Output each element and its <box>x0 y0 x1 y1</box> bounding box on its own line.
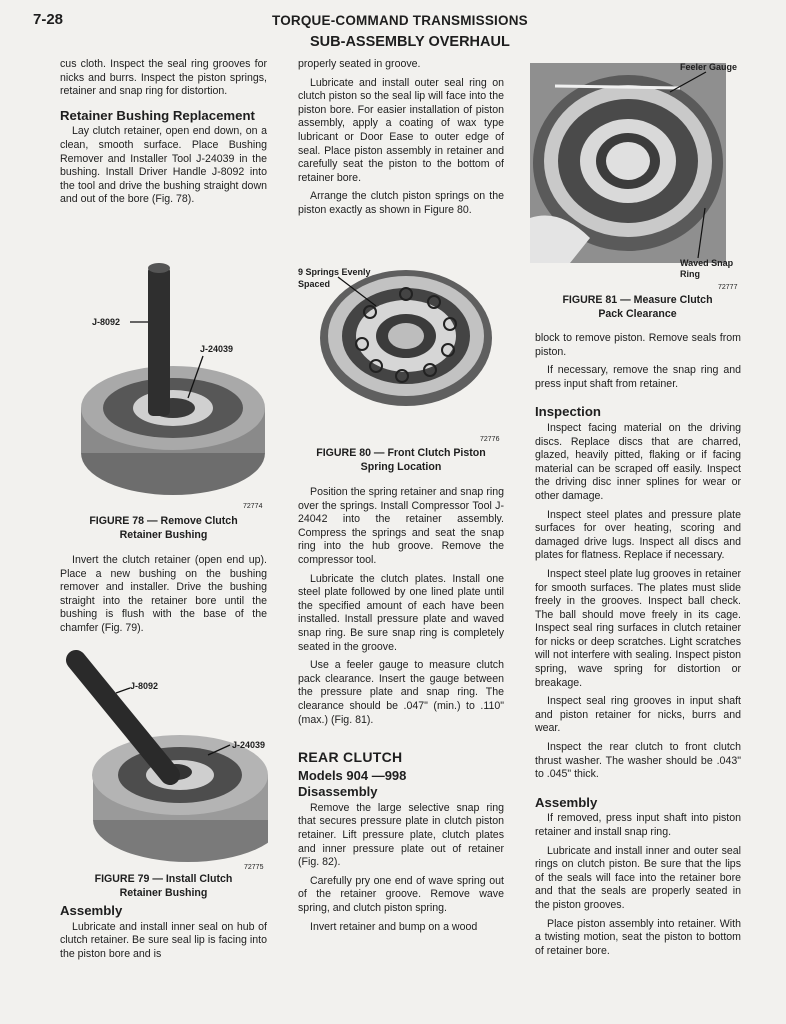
heading-disassembly: Disassembly <box>298 784 378 800</box>
paragraph: Inspect seal ring grooves in input shaft and piston retainer for nicks, burrs and wear. <box>535 695 741 735</box>
heading-assembly: Assembly <box>535 794 598 810</box>
column-1-top <box>60 58 267 212</box>
figure-81-image <box>530 58 740 286</box>
label-line: Spaced <box>298 279 331 289</box>
paragraph: properly seated in groove. <box>298 58 421 70</box>
paragraph: block to remove piston. Remove seals from piston. <box>535 332 741 358</box>
label-waved-snap-ring <box>680 258 733 280</box>
paragraph: Arrange the clutch piston springs on the piston exactly as shown in Figure 80. <box>298 190 504 216</box>
paragraph: Remove the large selective snap ring that secures pressure plate in clutch piston retainer. Lift pressure plate, clutch plates and inner pressure plate out of retainer (Fig. 82). <box>298 801 504 869</box>
caption-line: Pack Clearance <box>598 308 677 320</box>
figure-80-image <box>298 262 504 442</box>
column-2-bottom <box>298 486 504 939</box>
paragraph: Inspect steel plate lug grooves in retainer for smooth surfaces. The plates must slide freely in the grooves. Inspect ball check. The ball should move freely in its cage. Inspect seal ring surfaces in clutch retainer for nicks or deep scratches. Light scratches will not interfere with sealing. Inspect piston spring, wave spring for distortion or breakage. <box>535 567 741 689</box>
figure-78-caption <box>60 514 267 542</box>
running-title: TORQUE-COMMAND TRANSMISSIONS <box>272 13 528 28</box>
paragraph: cus cloth. Inspect the seal ring grooves for nicks and burrs. Inspect the piston springs, retainer and snap ring for distortion. <box>60 58 267 98</box>
paragraph: If necessary, remove the snap ring and press input shaft from retainer. <box>535 364 741 390</box>
install-bushing-illustration <box>58 650 268 865</box>
heading-inspection: Inspection <box>535 404 601 420</box>
label-j-24039: J-24039 <box>200 344 234 354</box>
figure-79-image <box>58 650 268 865</box>
feeler-gauge-illustration <box>530 58 740 286</box>
figure-79-caption <box>60 872 267 900</box>
page-number: 7-28 <box>33 11 64 28</box>
figure-81-number: 72777 <box>718 284 738 291</box>
label-feeler-gauge: Feeler Gauge <box>680 62 738 72</box>
column-3 <box>535 332 741 963</box>
heading-retainer-bushing: Retainer Bushing Replacement <box>60 107 255 123</box>
caption-line: FIGURE 79 — Install Clutch <box>94 873 233 885</box>
figure-80-caption <box>298 446 504 474</box>
paragraph: Inspect steel plates and pressure plate surfaces for over heating, scoring and damaged drive lugs. Inspect all discs and plates for flatness. Replace if necessary. <box>535 508 741 562</box>
label-line: Waved Snap <box>680 258 734 268</box>
heading-rear-clutch: REAR CLUTCH <box>298 749 403 766</box>
paragraph: Invert the clutch retainer (open end up). Place a new bushing on the bushing remover and installer. Drive the bushing straight into the retainer bore until the bushing is flush with the base of the chamfer (Fig. 79). <box>60 554 267 634</box>
figure-78-image <box>78 258 268 508</box>
paragraph: Use a feeler gauge to measure clutch pack clearance. Insert the gauge between the pressure plate and snap ring. The clearance should be .047" (min.) to .110" (max.) (Fig. 81). <box>298 659 504 726</box>
label-j-8092: J-8092 <box>130 681 159 691</box>
figure-78-number: 72774 <box>243 503 263 510</box>
paragraph: Invert retainer and bump on a wood <box>310 920 478 933</box>
label-j-8092: J-8092 <box>92 317 121 327</box>
caption-line: Retainer Bushing <box>119 529 208 541</box>
figure-81-caption <box>535 293 740 321</box>
paragraph: Lubricate the clutch plates. Install one steel plate followed by one lined plate until the specified amount of each have been installed. Install pressure plate and waved snap ring. Be sure snap ring is completely seated in the groove. <box>298 572 504 653</box>
column-1-middle <box>60 554 267 641</box>
heading-models: Models 904 —998 <box>298 767 407 783</box>
caption-line: FIGURE 80 — Front Clutch Piston <box>316 447 486 459</box>
paragraph: Position the spring retainer and snap ring over the springs. Install Compressor Tool J-24042 into the retainer assembly. Compress the springs and seat the snap ring into the hub groove. Remove the compressor tool. <box>298 486 504 566</box>
label-9-springs <box>298 266 371 290</box>
paragraph: Lubricate and install inner and outer seal rings on clutch piston. Be sure that the lips of the seals will face into the retainer bore and that the seals are properly seated in the piston grooves. <box>535 844 741 911</box>
label-line: 9 Springs Evenly <box>298 267 371 277</box>
label-line: Ring <box>680 269 700 279</box>
paragraph: Inspect facing material on the driving discs. Replace discs that are charred, glazed, heavily pitted, flaking or if facing material can be scraped off easily. Inspect the driving disc inner splines for wear or other damage. <box>535 421 741 502</box>
paragraph: Lubricate and install outer seal ring on clutch piston so the seal lip will face into the piston bore. For easier installation of piston assembly, apply a coating of wax type lubricant or Door Ease to outer edge of seal. Place piston assembly in retainer and carefully seat the piston to the bottom of retainer bore. <box>298 76 504 184</box>
caption-line: Spring Location <box>360 461 442 473</box>
caption-line: Retainer Bushing <box>119 887 208 899</box>
paragraph: Carefully pry one end of wave spring out of the retainer groove. Remove wave spring, and clutch piston spring. <box>298 874 504 915</box>
figure-79-number: 72775 <box>244 864 264 871</box>
caption-line: FIGURE 81 — Measure Clutch <box>562 294 713 306</box>
column-1-bottom <box>60 904 267 966</box>
column-2-top <box>298 58 504 223</box>
paragraph: Lubricate and install inner seal on hub of clutch retainer. Be sure seal lip is facing into the piston bore and is <box>60 920 267 960</box>
caption-line: FIGURE 78 — Remove Clutch <box>89 515 238 527</box>
section-title: SUB-ASSEMBLY OVERHAUL <box>310 34 510 50</box>
heading-assembly: Assembly <box>60 903 123 918</box>
paragraph: Inspect the rear clutch to front clutch thrust washer. The washer should be .043" to .045" thick. <box>535 741 741 781</box>
paragraph: Place piston assembly into retainer. With a twisting motion, seat the piston to bottom of retainer bore. <box>535 917 741 957</box>
figure-80-number: 72776 <box>480 436 500 443</box>
clutch-retainer-tool-illustration <box>78 258 268 508</box>
paragraph: If removed, press input shaft into piston retainer and install snap ring. <box>535 812 741 838</box>
paragraph: Lay clutch retainer, open end down, on a clean, smooth surface. Place Bushing Remover and Installer Tool J-24039 in the bushing. Install Driver Handle J-8092 into the tool and drive the bushing straight down and out of the bore (Fig. 78). <box>60 125 267 206</box>
label-j-24039: J-24039 <box>232 740 266 750</box>
